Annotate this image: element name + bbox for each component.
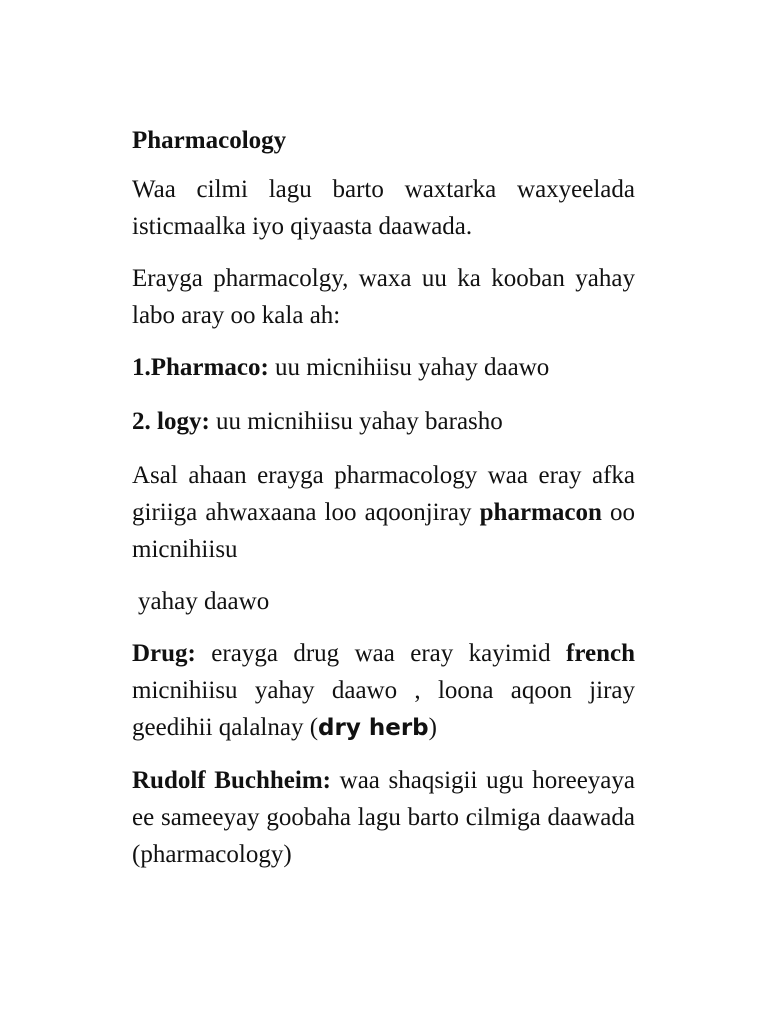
list-item-pharmaco <box>132 349 635 386</box>
origin-text: Asal ahaan erayga pharmacology waa eray afka giriiga ahwaxaana loo aqoonjiray <box>132 462 635 526</box>
document-page <box>132 122 635 888</box>
term-dry-herb: dry herb <box>318 715 429 741</box>
term-pharmaco: 1.Pharmaco: <box>132 354 269 381</box>
definition-paragraph: Waa cilmi lagu barto waxtarka waxyeelada isticmaalka iyo qiyaasta daawada. <box>132 176 635 240</box>
origin-paragraph <box>132 457 635 568</box>
drug-paragraph <box>132 635 635 747</box>
term-pharmacon: pharmacon <box>479 499 602 526</box>
rudolf-paragraph <box>132 762 635 873</box>
term-drug: Drug: <box>132 640 196 667</box>
drug-text-3: ) <box>428 714 437 741</box>
etymology-paragraph: Erayga pharmacolgy, waxa uu ka kooban yahay labo aray oo kala ah: <box>132 265 635 329</box>
term-rudolf: Rudolf Buchheim: <box>132 767 331 794</box>
origin-continuation: yahay daawo <box>138 588 270 615</box>
term-logy: 2. logy: <box>132 408 210 435</box>
drug-text: erayga drug waa eray kayimid <box>195 640 567 667</box>
origin-text-end: oo micnihiisu <box>132 499 635 563</box>
drug-text-2: micnihiisu yahay daawo , loona aqoon jiray geedihii qalalnay ( <box>132 677 635 741</box>
definition-pharmaco: uu micnihiisu yahay daawo <box>268 354 550 381</box>
document-title: Pharmacology <box>132 127 287 154</box>
definition-logy: uu micnihiisu yahay barasho <box>209 408 503 435</box>
rudolf-text: waa shaqsigii ugu horeeyaya ee sameeyay goobaha lagu barto cilmiga daawada (pharmacology) <box>132 767 635 868</box>
term-french: french <box>566 640 635 667</box>
list-item-logy <box>132 403 635 440</box>
